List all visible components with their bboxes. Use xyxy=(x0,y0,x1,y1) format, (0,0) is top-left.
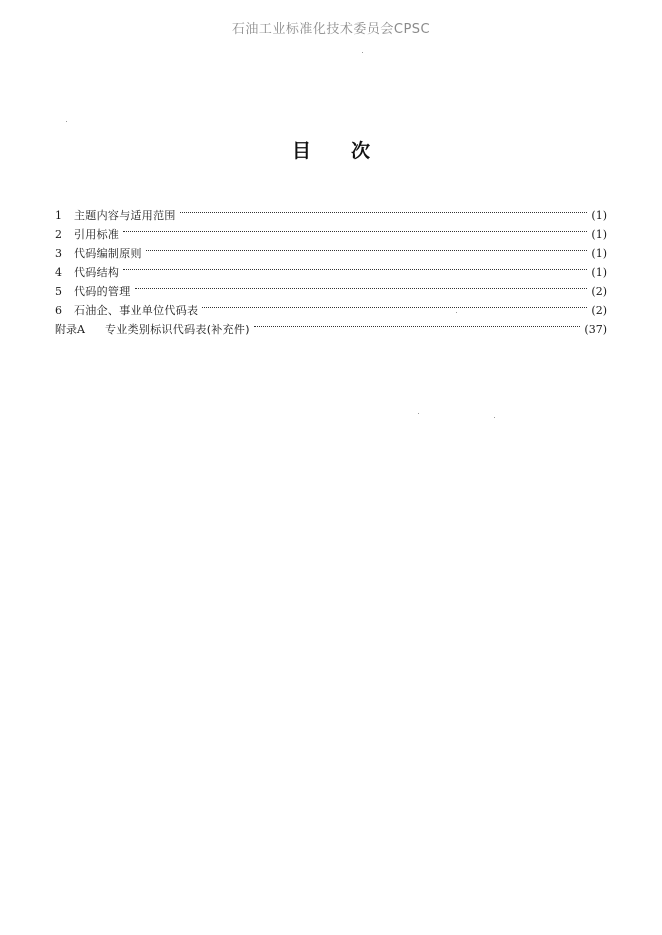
toc-dot-leader xyxy=(123,219,587,238)
toc-entry-1[interactable] xyxy=(55,200,607,222)
toc-entry-2[interactable] xyxy=(55,219,607,241)
toc-entry-number: 4 xyxy=(55,266,62,279)
toc-entry-4[interactable] xyxy=(55,257,607,279)
toc-entry-number: 5 xyxy=(55,285,62,298)
toc-entry-page: (1) xyxy=(591,266,607,279)
toc-dot-leader xyxy=(123,257,587,276)
toc-entry-6[interactable] xyxy=(55,295,607,317)
scan-speck xyxy=(362,52,363,53)
toc-dot-leader xyxy=(202,295,587,314)
toc-dot-leader xyxy=(146,238,588,257)
toc-entry-label: 主题内容与适用范围 xyxy=(74,209,176,222)
toc-entry-page: (2) xyxy=(591,304,607,317)
toc-entry-5[interactable] xyxy=(55,276,607,298)
toc-entry-label: 代码结构 xyxy=(74,266,120,279)
toc-entry-page: (37) xyxy=(584,323,607,336)
toc-dot-leader xyxy=(254,314,581,333)
toc-entry-number: 2 xyxy=(55,228,62,241)
toc-dot-leader xyxy=(135,276,588,295)
toc-entry-3[interactable] xyxy=(55,238,607,260)
scan-speck xyxy=(418,413,419,414)
toc-entry-number: 附录A xyxy=(55,323,85,336)
title-part-2: 次 xyxy=(351,140,371,162)
scan-speck xyxy=(66,121,67,122)
toc-entry-label: 代码的管理 xyxy=(74,285,131,298)
toc-entry-page: (1) xyxy=(591,209,607,222)
scan-speck xyxy=(456,312,457,313)
toc-entry-number: 6 xyxy=(55,304,62,317)
toc-entry-label: 专业类别标识代码表(补充件) xyxy=(105,323,250,336)
toc-entry-page: (1) xyxy=(591,228,607,241)
toc-dot-leader xyxy=(180,200,588,219)
page-title xyxy=(0,136,662,163)
toc-entry-page: (1) xyxy=(591,247,607,260)
page-header-watermark: 石油工业标准化技术委员会CPSC xyxy=(231,22,431,37)
toc-entry-number: 3 xyxy=(55,247,62,260)
toc-entry-number: 1 xyxy=(55,209,62,222)
toc-entry-label: 引用标准 xyxy=(74,228,120,241)
title-part-1: 目 xyxy=(291,140,311,162)
toc-entry-page: (2) xyxy=(591,285,607,298)
toc-entry-label: 代码编制原则 xyxy=(74,247,142,260)
scan-speck xyxy=(494,417,495,418)
toc-entry-label: 石油企、事业单位代码表 xyxy=(74,304,199,317)
table-of-contents xyxy=(55,200,607,336)
